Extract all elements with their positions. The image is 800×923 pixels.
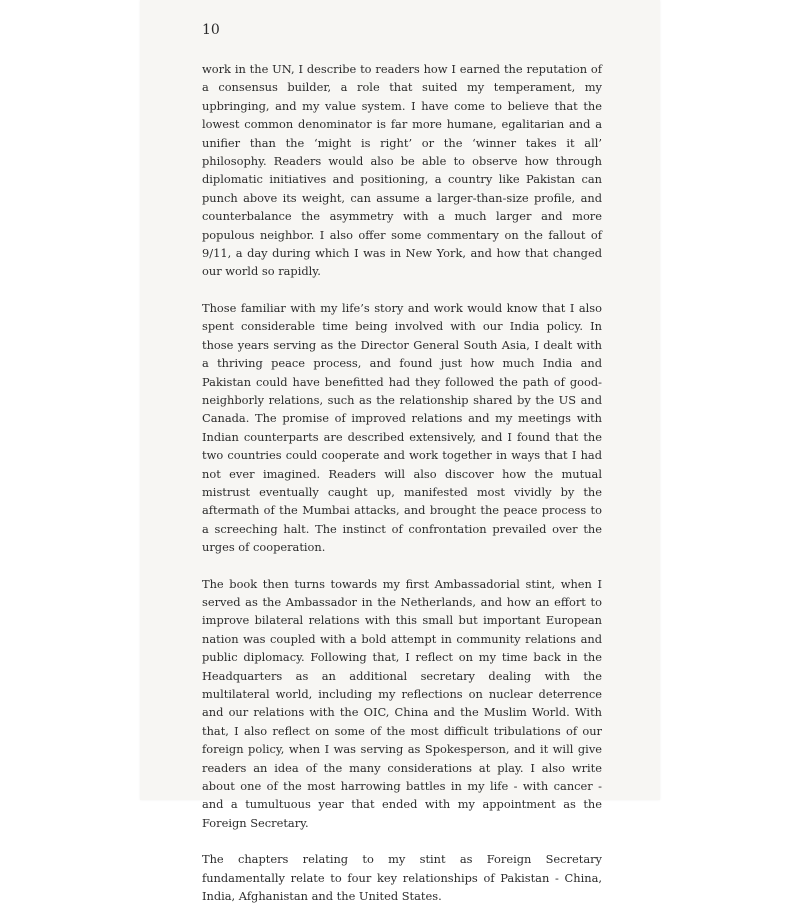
- paragraph-1: work in the UN, I describe to readers how I earned the reputation of a consensus builder, a role that suited my temperament, my upbringing, and my value system. I have come to believe that the lowest common denominator is far more humane, egalitarian and a unifier than the ‘might is right’ or the ‘winner takes it all’ philosophy. Readers would also be able to observe how through diplomatic initiatives and positioning, a country like Pakistan can punch above its weight, can assume a larger-than-size profile, and counterbalance the asymmetry with a much larger and more populous neighbor. I also offer some commentary on the fallout of 9/11, a day during which I was in New York, and how that changed our world so rapidly.: [202, 62, 602, 279]
- paragraph-4: The chapters relating to my stint as Foreign Secretary fundamentally relate to four key relationships of Pakistan - China, India, Afghanistan and the United States.: [202, 852, 602, 904]
- body-text: [202, 60, 602, 923]
- page-number: 10: [202, 22, 220, 38]
- paragraph-2: Those familiar with my life’s story and work would know that I also spent considerable time being involved with our India policy. In those years serving as the Director General South Asia, I dealt with a thriving peace process, and found just how much India and Pakistan could have benefitted had they followed the path of good-neighborly relations, such as the relationship shared by the US and Canada. The promise of improved relations and my meetings with Indian counterparts are described extensively, and I found that the two countries could cooperate and work together in ways that I had not ever imagined. Readers will also discover how the mutual mistrust eventually caught up, manifested most vividly by the aftermath of the Mumbai attacks, and brought the peace process to a screeching halt. The instinct of confrontation prevailed over the urges of cooperation.: [202, 300, 602, 555]
- paragraph-3: The book then turns towards my first Ambassadorial stint, when I served as the Ambassador in the Netherlands, and how an effort to improve bilateral relations with this small but important European nation was coupled with a bold attempt in community relations and public diplomacy. Following that, I reflect on my time back in the Headquarters as an additional secretary dealing with the multilateral world, including my reflections on nuclear deterrence and our relations with the OIC, China and the Muslim World. With that, I also reflect on some of the most difficult tribulations of our foreign policy, when I was serving as Spokesperson, and it will give readers an idea of the many considerations at play. I also write about one of the most harrowing battles in my life - with cancer - and a tumultuous year that ended with my appointment as the Foreign Secretary.: [202, 576, 602, 830]
- book-page: [140, 0, 660, 904]
